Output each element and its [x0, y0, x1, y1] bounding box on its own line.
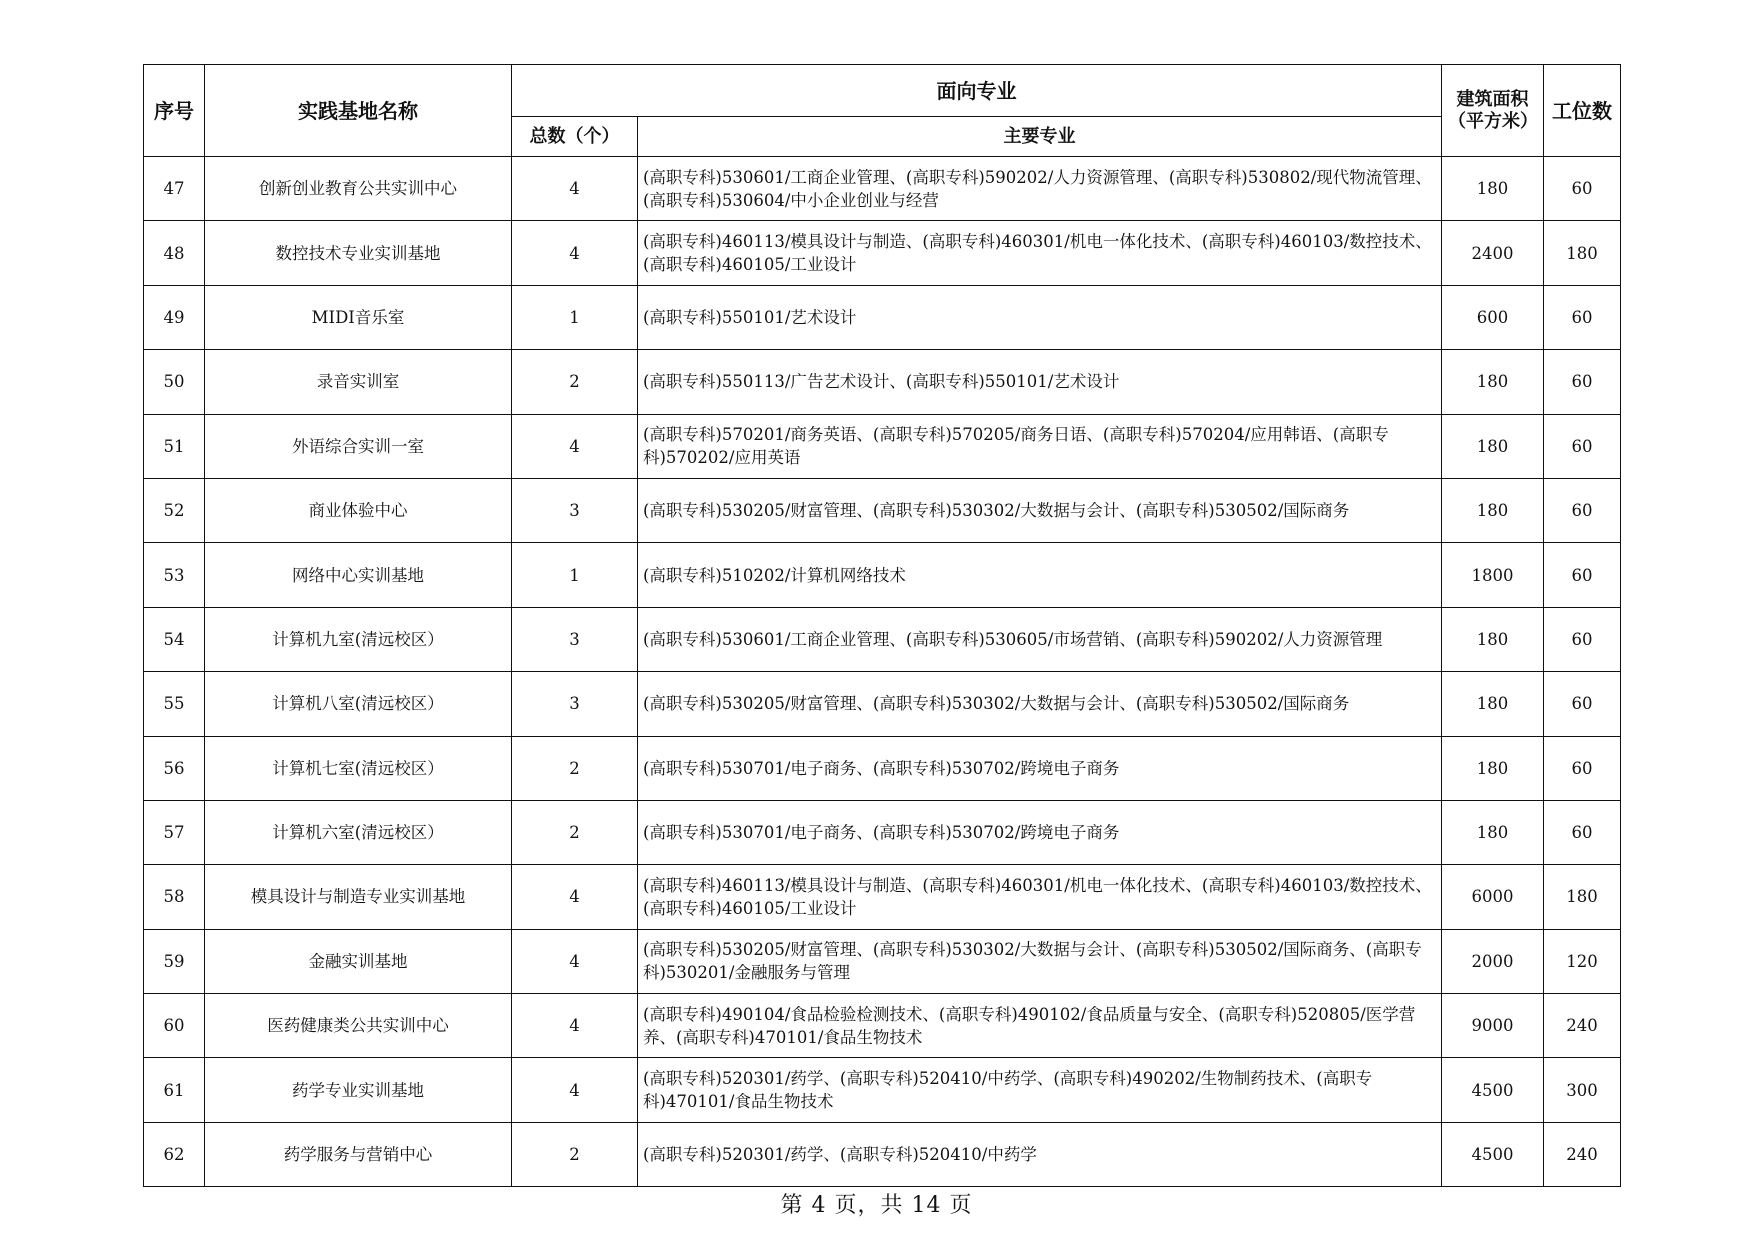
cell-area: 600	[1442, 285, 1544, 349]
table-row	[144, 607, 1621, 671]
cell-majors: (高职专科)490104/食品检验检测技术、(高职专科)490102/食品质量与安全、(高职专科)520805/医学营养、(高职专科)470101/食品生物技术	[638, 994, 1442, 1058]
table-row	[144, 994, 1621, 1058]
header-stations: 工位数	[1544, 65, 1621, 157]
cell-total: 4	[512, 994, 638, 1058]
cell-seq: 61	[144, 1058, 205, 1122]
cell-stations: 60	[1544, 157, 1621, 221]
cell-area: 180	[1442, 672, 1544, 736]
cell-area: 180	[1442, 736, 1544, 800]
cell-stations: 60	[1544, 414, 1621, 478]
cell-seq: 50	[144, 350, 205, 414]
cell-stations: 60	[1544, 285, 1621, 349]
cell-seq: 56	[144, 736, 205, 800]
cell-total: 2	[512, 1122, 638, 1186]
header-total: 总数（个）	[512, 117, 638, 157]
cell-seq: 54	[144, 607, 205, 671]
cell-base-name: 商业体验中心	[205, 478, 512, 542]
cell-majors: (高职专科)530205/财富管理、(高职专科)530302/大数据与会计、(高职专科)530502/国际商务	[638, 672, 1442, 736]
cell-seq: 55	[144, 672, 205, 736]
cell-total: 3	[512, 478, 638, 542]
header-seq: 序号	[144, 65, 205, 157]
header-main-majors: 主要专业	[638, 117, 1442, 157]
table-row	[144, 1058, 1621, 1122]
cell-area: 2000	[1442, 929, 1544, 993]
cell-total: 4	[512, 929, 638, 993]
cell-majors: (高职专科)460113/模具设计与制造、(高职专科)460301/机电一体化技术、(高职专科)460103/数控技术、(高职专科)460105/工业设计	[638, 221, 1442, 285]
cell-base-name: 药学服务与营销中心	[205, 1122, 512, 1186]
table-row	[144, 543, 1621, 607]
cell-total: 4	[512, 414, 638, 478]
cell-total: 2	[512, 350, 638, 414]
cell-stations: 60	[1544, 543, 1621, 607]
header-row-1	[144, 65, 1621, 117]
cell-stations: 60	[1544, 800, 1621, 864]
cell-stations: 240	[1544, 1122, 1621, 1186]
cell-seq: 51	[144, 414, 205, 478]
cell-base-name: 计算机九室(清远校区）	[205, 607, 512, 671]
cell-base-name: MIDI音乐室	[205, 285, 512, 349]
cell-seq: 57	[144, 800, 205, 864]
cell-stations: 60	[1544, 672, 1621, 736]
cell-majors: (高职专科)530205/财富管理、(高职专科)530302/大数据与会计、(高职专科)530502/国际商务	[638, 478, 1442, 542]
cell-total: 4	[512, 221, 638, 285]
table-row	[144, 414, 1621, 478]
table-row	[144, 221, 1621, 285]
table-row	[144, 865, 1621, 929]
header-area: 建筑面积（平方米）	[1442, 65, 1544, 157]
cell-total: 1	[512, 543, 638, 607]
cell-base-name: 计算机六室(清远校区）	[205, 800, 512, 864]
cell-base-name: 金融实训基地	[205, 929, 512, 993]
cell-majors: (高职专科)550113/广告艺术设计、(高职专科)550101/艺术设计	[638, 350, 1442, 414]
cell-seq: 53	[144, 543, 205, 607]
cell-seq: 47	[144, 157, 205, 221]
cell-base-name: 医药健康类公共实训中心	[205, 994, 512, 1058]
cell-total: 2	[512, 800, 638, 864]
table-row	[144, 672, 1621, 736]
cell-area: 180	[1442, 800, 1544, 864]
cell-area: 180	[1442, 350, 1544, 414]
cell-stations: 60	[1544, 350, 1621, 414]
table-row	[144, 929, 1621, 993]
cell-majors: (高职专科)530701/电子商务、(高职专科)530702/跨境电子商务	[638, 800, 1442, 864]
cell-majors: (高职专科)510202/计算机网络技术	[638, 543, 1442, 607]
cell-base-name: 外语综合实训一室	[205, 414, 512, 478]
header-majors-group: 面向专业	[512, 65, 1442, 117]
cell-majors: (高职专科)530601/工商企业管理、(高职专科)530605/市场营销、(高职专科)590202/人力资源管理	[638, 607, 1442, 671]
header-name: 实践基地名称	[205, 65, 512, 157]
table-row	[144, 736, 1621, 800]
cell-total: 4	[512, 157, 638, 221]
cell-seq: 49	[144, 285, 205, 349]
cell-total: 4	[512, 1058, 638, 1122]
cell-majors: (高职专科)550101/艺术设计	[638, 285, 1442, 349]
practice-base-table	[143, 64, 1621, 1187]
cell-base-name: 网络中心实训基地	[205, 543, 512, 607]
cell-stations: 180	[1544, 865, 1621, 929]
cell-majors: (高职专科)570201/商务英语、(高职专科)570205/商务日语、(高职专科)570204/应用韩语、(高职专科)570202/应用英语	[638, 414, 1442, 478]
cell-total: 3	[512, 672, 638, 736]
table-row	[144, 478, 1621, 542]
cell-base-name: 计算机七室(清远校区）	[205, 736, 512, 800]
page-footer: 第 4 页，共 14 页	[780, 1193, 973, 1218]
cell-area: 4500	[1442, 1058, 1544, 1122]
cell-seq: 59	[144, 929, 205, 993]
cell-area: 1800	[1442, 543, 1544, 607]
cell-majors: (高职专科)520301/药学、(高职专科)520410/中药学	[638, 1122, 1442, 1186]
table-row	[144, 1122, 1621, 1186]
table-row	[144, 350, 1621, 414]
cell-stations: 240	[1544, 994, 1621, 1058]
cell-seq: 60	[144, 994, 205, 1058]
cell-stations: 60	[1544, 478, 1621, 542]
cell-area: 9000	[1442, 994, 1544, 1058]
cell-base-name: 模具设计与制造专业实训基地	[205, 865, 512, 929]
cell-base-name: 计算机八室(清远校区）	[205, 672, 512, 736]
cell-base-name: 录音实训室	[205, 350, 512, 414]
cell-area: 180	[1442, 414, 1544, 478]
cell-area: 180	[1442, 607, 1544, 671]
cell-total: 2	[512, 736, 638, 800]
table-body	[144, 157, 1621, 1187]
table-row	[144, 800, 1621, 864]
cell-total: 1	[512, 285, 638, 349]
cell-total: 4	[512, 865, 638, 929]
cell-base-name: 创新创业教育公共实训中心	[205, 157, 512, 221]
cell-stations: 60	[1544, 736, 1621, 800]
cell-seq: 58	[144, 865, 205, 929]
cell-area: 6000	[1442, 865, 1544, 929]
cell-majors: (高职专科)520301/药学、(高职专科)520410/中药学、(高职专科)490202/生物制药技术、(高职专科)470101/食品生物技术	[638, 1058, 1442, 1122]
cell-seq: 52	[144, 478, 205, 542]
cell-base-name: 药学专业实训基地	[205, 1058, 512, 1122]
cell-seq: 62	[144, 1122, 205, 1186]
cell-area: 180	[1442, 157, 1544, 221]
cell-majors: (高职专科)460113/模具设计与制造、(高职专科)460301/机电一体化技术、(高职专科)460103/数控技术、(高职专科)460105/工业设计	[638, 865, 1442, 929]
cell-majors: (高职专科)530701/电子商务、(高职专科)530702/跨境电子商务	[638, 736, 1442, 800]
cell-base-name: 数控技术专业实训基地	[205, 221, 512, 285]
cell-total: 3	[512, 607, 638, 671]
cell-stations: 60	[1544, 607, 1621, 671]
cell-area: 2400	[1442, 221, 1544, 285]
table-row	[144, 285, 1621, 349]
cell-stations: 300	[1544, 1058, 1621, 1122]
cell-stations: 120	[1544, 929, 1621, 993]
cell-stations: 180	[1544, 221, 1621, 285]
table-row	[144, 157, 1621, 221]
cell-area: 4500	[1442, 1122, 1544, 1186]
cell-majors: (高职专科)530205/财富管理、(高职专科)530302/大数据与会计、(高职专科)530502/国际商务、(高职专科)530201/金融服务与管理	[638, 929, 1442, 993]
cell-majors: (高职专科)530601/工商企业管理、(高职专科)590202/人力资源管理、(高职专科)530802/现代物流管理、(高职专科)530604/中小企业创业与经营	[638, 157, 1442, 221]
cell-seq: 48	[144, 221, 205, 285]
cell-area: 180	[1442, 478, 1544, 542]
